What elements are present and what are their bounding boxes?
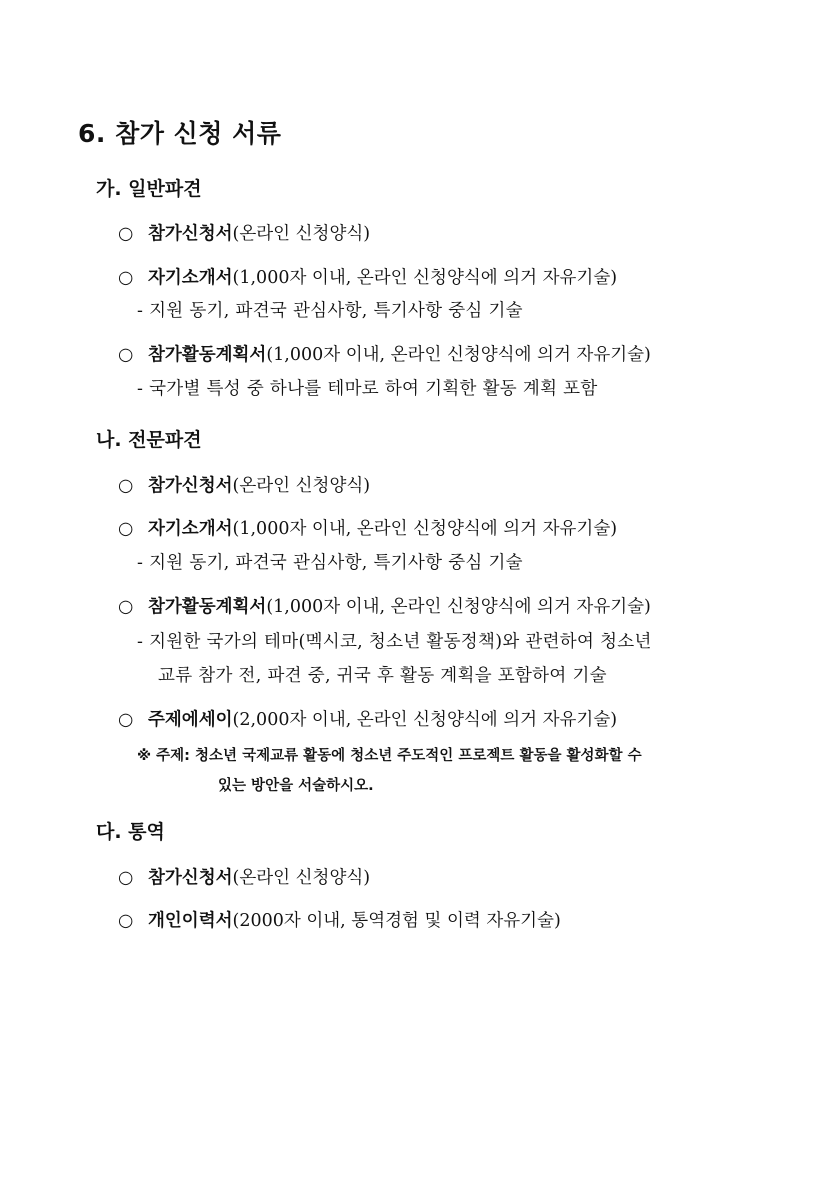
item-title: 참가신청서	[148, 476, 233, 496]
item-detail: (온라인 신청양식)	[232, 224, 371, 244]
item-detail: (1,000자 이내, 온라인 신청양식에 의거 자유기술)	[266, 597, 651, 617]
subsection-heading-interpretation: 다. 통역	[96, 821, 165, 843]
subsection-heading-expert: 나. 전문파견	[96, 429, 202, 451]
list-item-expert-activity-plan	[118, 593, 651, 618]
item-detail: (1,000자 이내, 온라인 신청양식에 의거 자유기술)	[232, 519, 618, 539]
item-title: 개인이력서	[148, 911, 233, 931]
list-item-expert-application	[118, 472, 370, 497]
item-title: 자기소개서	[148, 519, 233, 539]
item-title: 참가활동계획서	[148, 597, 267, 617]
item-title: 참가신청서	[148, 224, 233, 244]
item-title: 자기소개서	[148, 268, 233, 288]
item-detail: (2000자 이내, 통역경험 및 이력 자유기술)	[232, 911, 561, 931]
circle-bullet: ○	[118, 868, 134, 888]
list-item-general-self-intro	[118, 264, 617, 289]
list-subitem: - 지원 동기, 파견국 관심사항, 특기사항 중심 기술	[137, 301, 523, 321]
circle-bullet: ○	[118, 519, 134, 539]
item-title: 참가신청서	[148, 868, 233, 888]
list-item-general-application	[118, 220, 370, 245]
list-subitem: - 지원한 국가의 테마(멕시코, 청소년 활동정책)와 관련하여 청소년	[137, 632, 652, 652]
circle-bullet: ○	[118, 268, 134, 288]
list-item-general-activity-plan	[118, 341, 651, 366]
list-subitem-continuation: 교류 참가 전, 파견 중, 귀국 후 활동 계획을 포함하여 기술	[158, 666, 607, 686]
section-title: 6. 참가 신청 서류	[78, 119, 282, 148]
circle-bullet: ○	[118, 597, 134, 617]
list-item-expert-self-intro	[118, 515, 617, 540]
item-detail: (2,000자 이내, 온라인 신청양식에 의거 자유기술)	[232, 710, 618, 730]
item-title: 주제에세이	[148, 710, 233, 730]
circle-bullet: ○	[118, 345, 134, 365]
item-title: 참가활동계획서	[148, 345, 267, 365]
item-detail: (1,000자 이내, 온라인 신청양식에 의거 자유기술)	[232, 268, 618, 288]
list-subitem: - 국가별 특성 중 하나를 테마로 하여 기획한 활동 계획 포함	[137, 379, 598, 399]
essay-topic-note-continuation: 있는 방안을 서술하시오.	[218, 778, 374, 794]
circle-bullet: ○	[118, 710, 134, 730]
circle-bullet: ○	[118, 224, 134, 244]
circle-bullet: ○	[118, 911, 134, 931]
list-item-expert-essay	[118, 706, 617, 731]
list-item-interpretation-application	[118, 864, 370, 889]
item-detail: (온라인 신청양식)	[232, 476, 371, 496]
list-item-interpretation-resume	[118, 907, 561, 932]
item-detail: (1,000자 이내, 온라인 신청양식에 의거 자유기술)	[266, 345, 651, 365]
essay-topic-note: ※ 주제: 청소년 국제교류 활동에 청소년 주도적인 프로젝트 활동을 활성화할 수	[137, 748, 642, 764]
subsection-heading-general: 가. 일반파견	[96, 178, 202, 200]
list-subitem: - 지원 동기, 파견국 관심사항, 특기사항 중심 기술	[137, 553, 523, 573]
circle-bullet: ○	[118, 476, 134, 496]
item-detail: (온라인 신청양식)	[232, 868, 371, 888]
